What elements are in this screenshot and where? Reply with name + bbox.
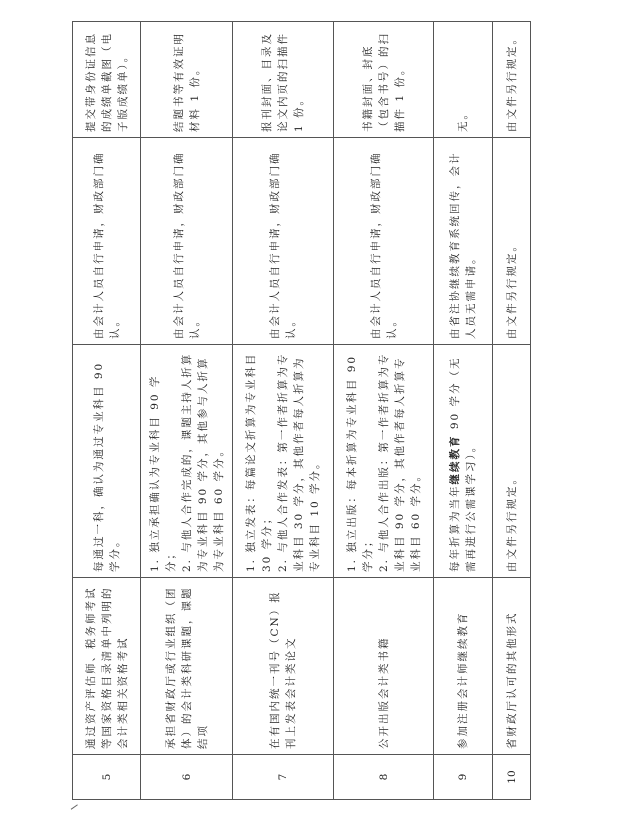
credit-rule <box>493 345 531 578</box>
table-row <box>141 22 233 800</box>
table-row <box>233 22 334 800</box>
scan-mark <box>71 804 82 814</box>
row-number: 8 <box>334 755 434 800</box>
credit-emphasis: 继续教育 <box>449 434 461 485</box>
credit-line: 1. 独立出版：每本折算为专业科目 90 学分； <box>345 354 374 572</box>
proof-materials: 报刊封面、目录及论文内页的扫描件 1 份。 <box>233 22 334 138</box>
row-number: 5 <box>73 755 141 800</box>
credit-rule <box>434 345 493 578</box>
credit-line: 每通过一科，确认为通过专业科目 90 学分。 <box>92 361 121 572</box>
credit-line: 2. 与他人合作完成的，课题主持人折算为专业科目 90 学分，其他参与人折算为专业科目 60 学分。 <box>180 352 225 572</box>
row-number: 10 <box>493 755 531 800</box>
activity-form: 承担省财政厅或行业组织（团体）的会计类科研课题，课题结项 <box>141 578 233 755</box>
row-number: 9 <box>434 755 493 800</box>
credit-rule <box>334 345 434 578</box>
rotated-page <box>72 22 530 800</box>
credit-line: 2. 与他人合作发表：第一作者折算为专业科目 30 学分，其他作者每人折算为专业科目 10 学分。 <box>277 352 321 572</box>
proof-materials: 结题书等有效证明材料 1 份。 <box>141 22 233 138</box>
confirm-method: 由省注协继续教育系统回传，会计人员无需申请。 <box>434 138 493 345</box>
credit-line: 由文件另行规定。 <box>505 472 518 572</box>
confirm-method: 由会计人员自行申请，财政部门确认。 <box>73 138 141 345</box>
activity-form: 省财政厅认可的其他形式 <box>493 578 531 755</box>
confirm-method: 由文件另行规定。 <box>493 138 531 345</box>
activity-form: 参加注册会计师继续教育 <box>434 578 493 755</box>
activity-form: 通过资产评估师、税务师考试等国家资格目录清单中列明的会计类相关资格考试 <box>73 578 141 755</box>
confirm-method: 由会计人员自行申请，财政部门确认。 <box>334 138 434 345</box>
credit-rule <box>141 345 233 578</box>
proof-materials: 提交带身份证信息的成绩单截图（电子版成绩单）。 <box>73 22 141 138</box>
table-row <box>73 22 141 800</box>
credit-text: 90 学分（无需再进行公需课学习）。 <box>449 356 477 572</box>
activity-form: 在有国内统一刊号（CN）报刊上发表会计类论文 <box>233 578 334 755</box>
confirm-method: 由会计人员自行申请，财政部门确认。 <box>141 138 233 345</box>
credit-text: 每年折算为当年 <box>449 484 461 572</box>
table-row <box>334 22 434 800</box>
row-number: 6 <box>141 755 233 800</box>
confirm-method: 由会计人员自行申请，财政部门确认。 <box>233 138 334 345</box>
credit-rule <box>73 345 141 578</box>
proof-materials: 由文件另行规定。 <box>493 22 531 138</box>
credit-line: 1. 独立承担确认为专业科目 90 学分； <box>148 374 177 572</box>
row-number: 7 <box>233 755 334 800</box>
proof-materials: 书籍封面、封底（包含书号）的扫描件 1 份。 <box>334 22 434 138</box>
activity-form: 公开出版会计类书籍 <box>334 578 434 755</box>
credit-table <box>72 21 531 800</box>
credit-line: 1. 独立发表：每篇论文折算为专业科目 30 学分； <box>245 352 273 572</box>
table-row <box>434 22 493 800</box>
proof-materials: 无。 <box>434 22 493 138</box>
credit-line: 2. 与他人合作出版：第一作者折算为专业科目 90 学分，其他作者每人折算专业科目 60 学分。 <box>377 352 422 572</box>
credit-rule <box>233 345 334 578</box>
table-row <box>493 22 531 800</box>
